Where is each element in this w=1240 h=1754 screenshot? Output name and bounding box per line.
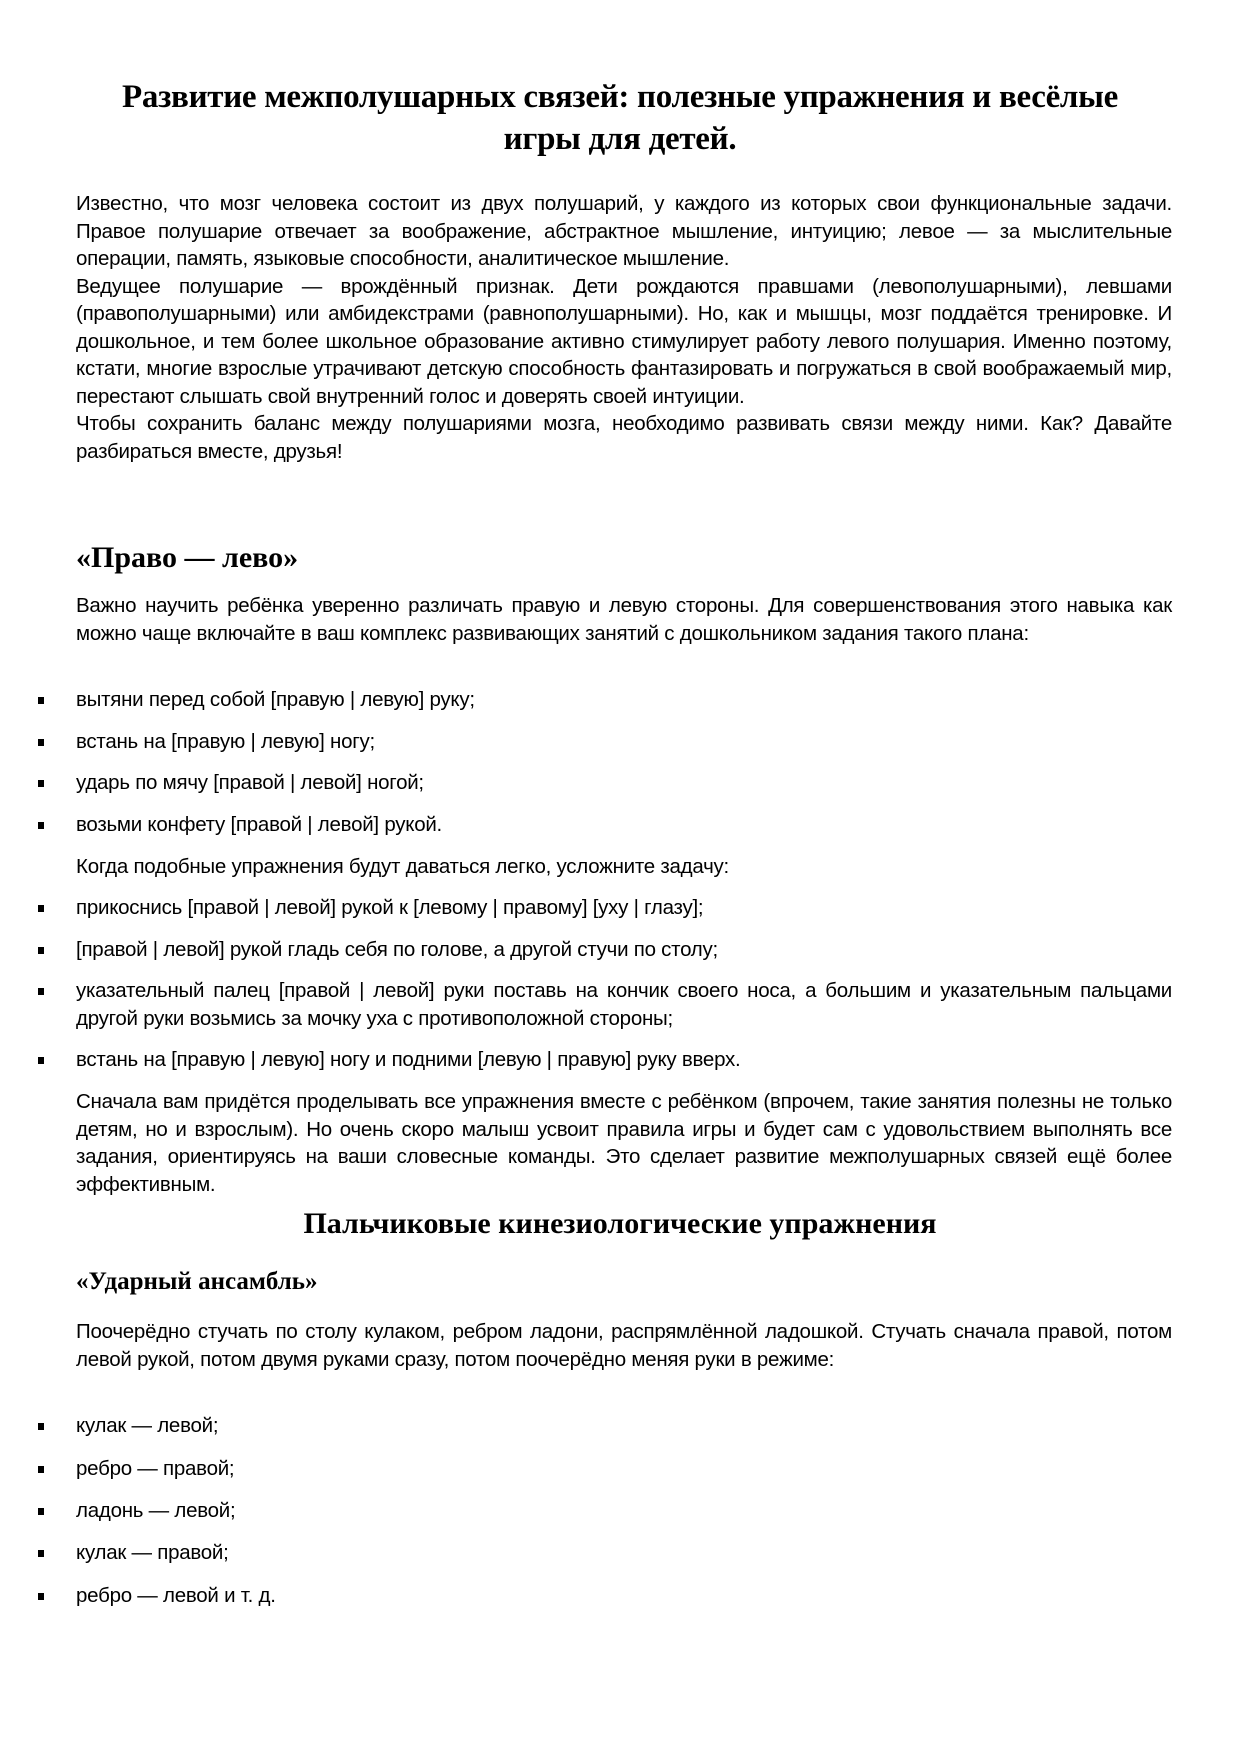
section-heading-finger-exercises: Пальчиковые кинезиологические упражнения bbox=[303, 1207, 937, 1240]
bullet-icon bbox=[38, 988, 44, 995]
list-item: прикоснись [правой | левой] рукой к [левому | правому] [уху | глазу]; bbox=[38, 894, 1172, 922]
bullet-icon bbox=[38, 1508, 44, 1515]
intro-paragraph-1: Известно, что мозг человека состоит из двух полушарий, у каждого из которых свои функциональные задачи. Правое полушарие отвечает за воображение, абстрактное мышление, интуицию; левое — за мыслительные операции, память, языковые способности, аналитическое мышление. bbox=[76, 192, 1172, 270]
section1-middle-text: Когда подобные упражнения будут даваться легко, усложните задачу: bbox=[76, 855, 729, 878]
section1-outro bbox=[76, 1088, 1172, 1198]
intro-paragraph-2: Ведущее полушарие — врождённый признак. Дети рождаются правшами (левополушарными), левшами (правополушарными) или амбидекстрами (равнополушарными). Но, как и мышцы, мозг поддаётся тренировке. И дошкольное, и тем более школьное образование активно стимулирует работу левого полушария. Именно поэтому, кстати, многие взрослые утрачивают детскую способность фантазировать и погружаться в свой воображаемый мир, перестают слышать свой внутренний голос и доверять своей интуиции. bbox=[76, 274, 1172, 408]
bullet-icon bbox=[38, 822, 44, 829]
bullet-icon bbox=[38, 947, 44, 954]
section1-middle bbox=[76, 853, 1172, 881]
bullet-icon bbox=[38, 739, 44, 746]
list-item: встань на [правую | левую] ногу и подними [левую | правую] руку вверх. bbox=[38, 1046, 1172, 1074]
section2-intro bbox=[76, 1318, 1172, 1373]
list-item: кулак — левой; bbox=[38, 1412, 1172, 1440]
list-item: возьми конфету [правой | левой] рукой. bbox=[38, 811, 1172, 839]
bullet-icon bbox=[38, 905, 44, 912]
page-title: Развитие межполушарных связей: полезные упражнения и весёлые игры для детей. bbox=[122, 79, 1118, 157]
bullet-icon bbox=[38, 1593, 44, 1600]
section1-intro-text: Важно научить ребёнка уверенно различать правую и левую стороны. Для совершенствования этого навыка как можно чаще включайте в ваш комплекс развивающих занятий с дошкольником задания такого плана: bbox=[76, 594, 1172, 645]
list-item: ударь по мячу [правой | левой] ногой; bbox=[38, 769, 1172, 797]
list-item: [правой | левой] рукой гладь себя по голове, а другой стучи по столу; bbox=[38, 936, 1172, 964]
bullet-icon bbox=[38, 1550, 44, 1557]
bullet-icon bbox=[38, 1423, 44, 1430]
list-item: ладонь — левой; bbox=[38, 1497, 1172, 1525]
section1-outro-text: Сначала вам придётся проделывать все упражнения вместе с ребёнком (впрочем, такие занятия полезны не только детям, но и взрослым). Но очень скоро малыш усвоит правила игры и будет сам с удовольствием выполнять все задания, ориентируясь на ваши словесные команды. Это сделает развитие межполушарных связей ещё более эффективным. bbox=[76, 1090, 1172, 1196]
section-heading-pravo-levo: «Право — лево» bbox=[76, 541, 299, 574]
list-item: встань на [правую | левую] ногу; bbox=[38, 728, 1172, 756]
bullet-icon bbox=[38, 780, 44, 787]
list-item: ребро — правой; bbox=[38, 1455, 1172, 1483]
list-item: вытяни перед собой [правую | левую] руку; bbox=[38, 686, 1172, 714]
section2-intro-text: Поочерёдно стучать по столу кулаком, ребром ладони, распрямлённой ладошкой. Стучать сначала правой, потом левой рукой, потом двумя руками сразу, потом поочерёдно меняя руки в режиме: bbox=[76, 1320, 1172, 1371]
list-item: указательный палец [правой | левой] руки поставь на кончик своего носа, а большим и указательным пальцами другой руки возьмись за мочку уха с противоположной стороны; bbox=[38, 977, 1172, 1032]
intro-text bbox=[76, 190, 1172, 465]
list-item: кулак — правой; bbox=[38, 1539, 1172, 1567]
list-item: ребро — левой и т. д. bbox=[38, 1582, 1172, 1610]
bullet-icon bbox=[38, 1466, 44, 1473]
intro-paragraph-3: Чтобы сохранить баланс между полушариями мозга, необходимо развивать связи между ними. Как? Давайте разбираться вместе, друзья! bbox=[76, 412, 1172, 463]
bullet-icon bbox=[38, 697, 44, 704]
bullet-icon bbox=[38, 1057, 44, 1064]
section1-intro bbox=[76, 592, 1172, 647]
subsection-heading-udarny-ansambl: «Ударный ансамбль» bbox=[76, 1268, 318, 1295]
